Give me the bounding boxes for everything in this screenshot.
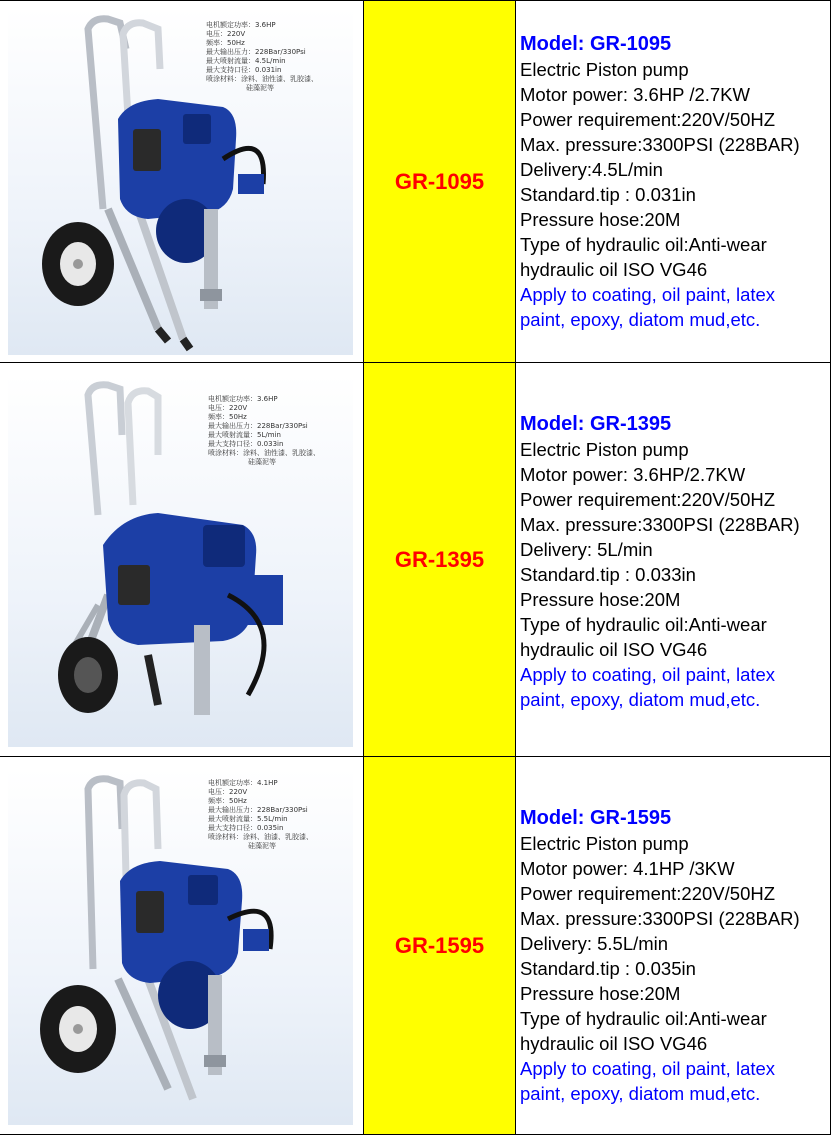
application-note: paint, epoxy, diatom mud,etc. (520, 309, 761, 330)
spec-line: Max. pressure:3300PSI (228BAR) (520, 908, 800, 929)
product-image-cell (0, 757, 364, 1134)
photo-spec-line: 频率：50Hz (208, 797, 247, 805)
spec-line: Type of hydraulic oil:Anti-wear (520, 614, 767, 635)
photo-spec-line: 最大支持口径：0.031in (206, 66, 282, 74)
photo-spec-overlay (206, 21, 318, 93)
product-image-cell (0, 1, 364, 363)
spec-line: Pressure hose:20M (520, 209, 681, 230)
product-image-cell (0, 363, 364, 757)
spec-line: Standard.tip : 0.031in (520, 184, 696, 205)
spec-line: Power requirement:220V/50HZ (520, 489, 776, 510)
application-note: Apply to coating, oil paint, latex (520, 664, 776, 685)
spec-line: Electric Piston pump (520, 833, 689, 854)
photo-spec-line: 频率：50Hz (206, 39, 245, 47)
photo-spec-line: 最大支持口径：0.035in (208, 824, 284, 832)
model-code-cell (364, 757, 516, 1134)
spec-line: Pressure hose:20M (520, 589, 681, 610)
product-photo (8, 375, 353, 747)
spec-line: Delivery:4.5L/min (520, 159, 663, 180)
spec-line: Delivery: 5L/min (520, 539, 653, 560)
spec-line: hydraulic oil ISO VG46 (520, 1033, 708, 1054)
spec-line: Electric Piston pump (520, 439, 689, 460)
model-code-cell (364, 363, 516, 757)
photo-spec-line: 硅藻泥等 (248, 458, 276, 466)
model-code: GR-1595 (394, 932, 485, 958)
photo-spec-line: 最大喷射流量：5.5L/min (208, 815, 288, 823)
model-title: Model: GR-1395 (520, 413, 672, 435)
photo-spec-overlay (208, 779, 313, 851)
photo-spec-line: 电压：220V (208, 404, 248, 412)
spec-line: hydraulic oil ISO VG46 (520, 639, 708, 660)
table-row (0, 756, 831, 1135)
application-note: paint, epoxy, diatom mud,etc. (520, 689, 761, 710)
photo-spec-line: 最大喷射流量：5L/min (208, 431, 281, 439)
product-photo (8, 769, 353, 1125)
application-note: paint, epoxy, diatom mud,etc. (520, 1083, 761, 1104)
photo-spec-line: 喷涂材料：涂料、油漆、乳胶漆、 (208, 833, 313, 841)
application-note: Apply to coating, oil paint, latex (520, 284, 776, 305)
spec-cell (516, 757, 831, 1134)
product-photo (8, 9, 353, 355)
spec-line: Motor power: 4.1HP /3KW (520, 858, 735, 879)
spec-line: Power requirement:220V/50HZ (520, 883, 776, 904)
photo-spec-line: 硅藻泥等 (246, 84, 274, 92)
spec-cell (516, 363, 831, 757)
photo-spec-overlay (208, 395, 320, 467)
spec-line: Type of hydraulic oil:Anti-wear (520, 234, 767, 255)
spec-line: Max. pressure:3300PSI (228BAR) (520, 134, 800, 155)
photo-spec-line: 电压：220V (208, 788, 248, 796)
photo-spec-line: 喷涂材料：涂料、油性漆、乳胶漆、 (206, 75, 318, 83)
photo-spec-line: 最大输出压力：228Bar/330Psi (208, 806, 308, 814)
spec-line: Max. pressure:3300PSI (228BAR) (520, 514, 800, 535)
application-note: Apply to coating, oil paint, latex (520, 1058, 776, 1079)
photo-spec-line: 最大喷射流量：4.5L/min (206, 57, 286, 65)
spec-line: Motor power: 3.6HP/2.7KW (520, 464, 746, 485)
photo-spec-line: 电压：220V (206, 30, 246, 38)
table-row (0, 0, 831, 363)
spec-line: Standard.tip : 0.035in (520, 958, 696, 979)
spec-line: Standard.tip : 0.033in (520, 564, 696, 585)
spec-cell (516, 1, 831, 363)
spec-line: hydraulic oil ISO VG46 (520, 259, 708, 280)
photo-spec-line: 硅藻泥等 (248, 842, 276, 850)
photo-spec-line: 最大支持口径：0.033in (208, 440, 284, 448)
model-code: GR-1395 (394, 547, 485, 572)
model-code: GR-1095 (394, 169, 485, 194)
spec-line: Motor power: 3.6HP /2.7KW (520, 84, 750, 105)
spec-line: Delivery: 5.5L/min (520, 933, 669, 954)
photo-spec-line: 电机额定功率：4.1HP (208, 779, 278, 787)
table-row (0, 362, 831, 757)
photo-spec-line: 最大输出压力：228Bar/330Psi (206, 48, 306, 56)
spec-line: Power requirement:220V/50HZ (520, 109, 776, 130)
photo-spec-line: 频率：50Hz (208, 413, 247, 421)
photo-spec-line: 喷涂材料：涂料、油性漆、乳胶漆、 (208, 449, 320, 457)
model-title: Model: GR-1595 (520, 807, 672, 829)
model-code-cell (364, 1, 516, 363)
spec-line: Pressure hose:20M (520, 983, 681, 1004)
photo-spec-line: 最大输出压力：228Bar/330Psi (208, 422, 308, 430)
photo-spec-line: 电机额定功率：3.6HP (206, 21, 276, 29)
spec-line: Electric Piston pump (520, 59, 689, 80)
model-title: Model: GR-1095 (520, 33, 672, 55)
spec-line: Type of hydraulic oil:Anti-wear (520, 1008, 767, 1029)
photo-spec-line: 电机额定功率：3.6HP (208, 395, 278, 403)
